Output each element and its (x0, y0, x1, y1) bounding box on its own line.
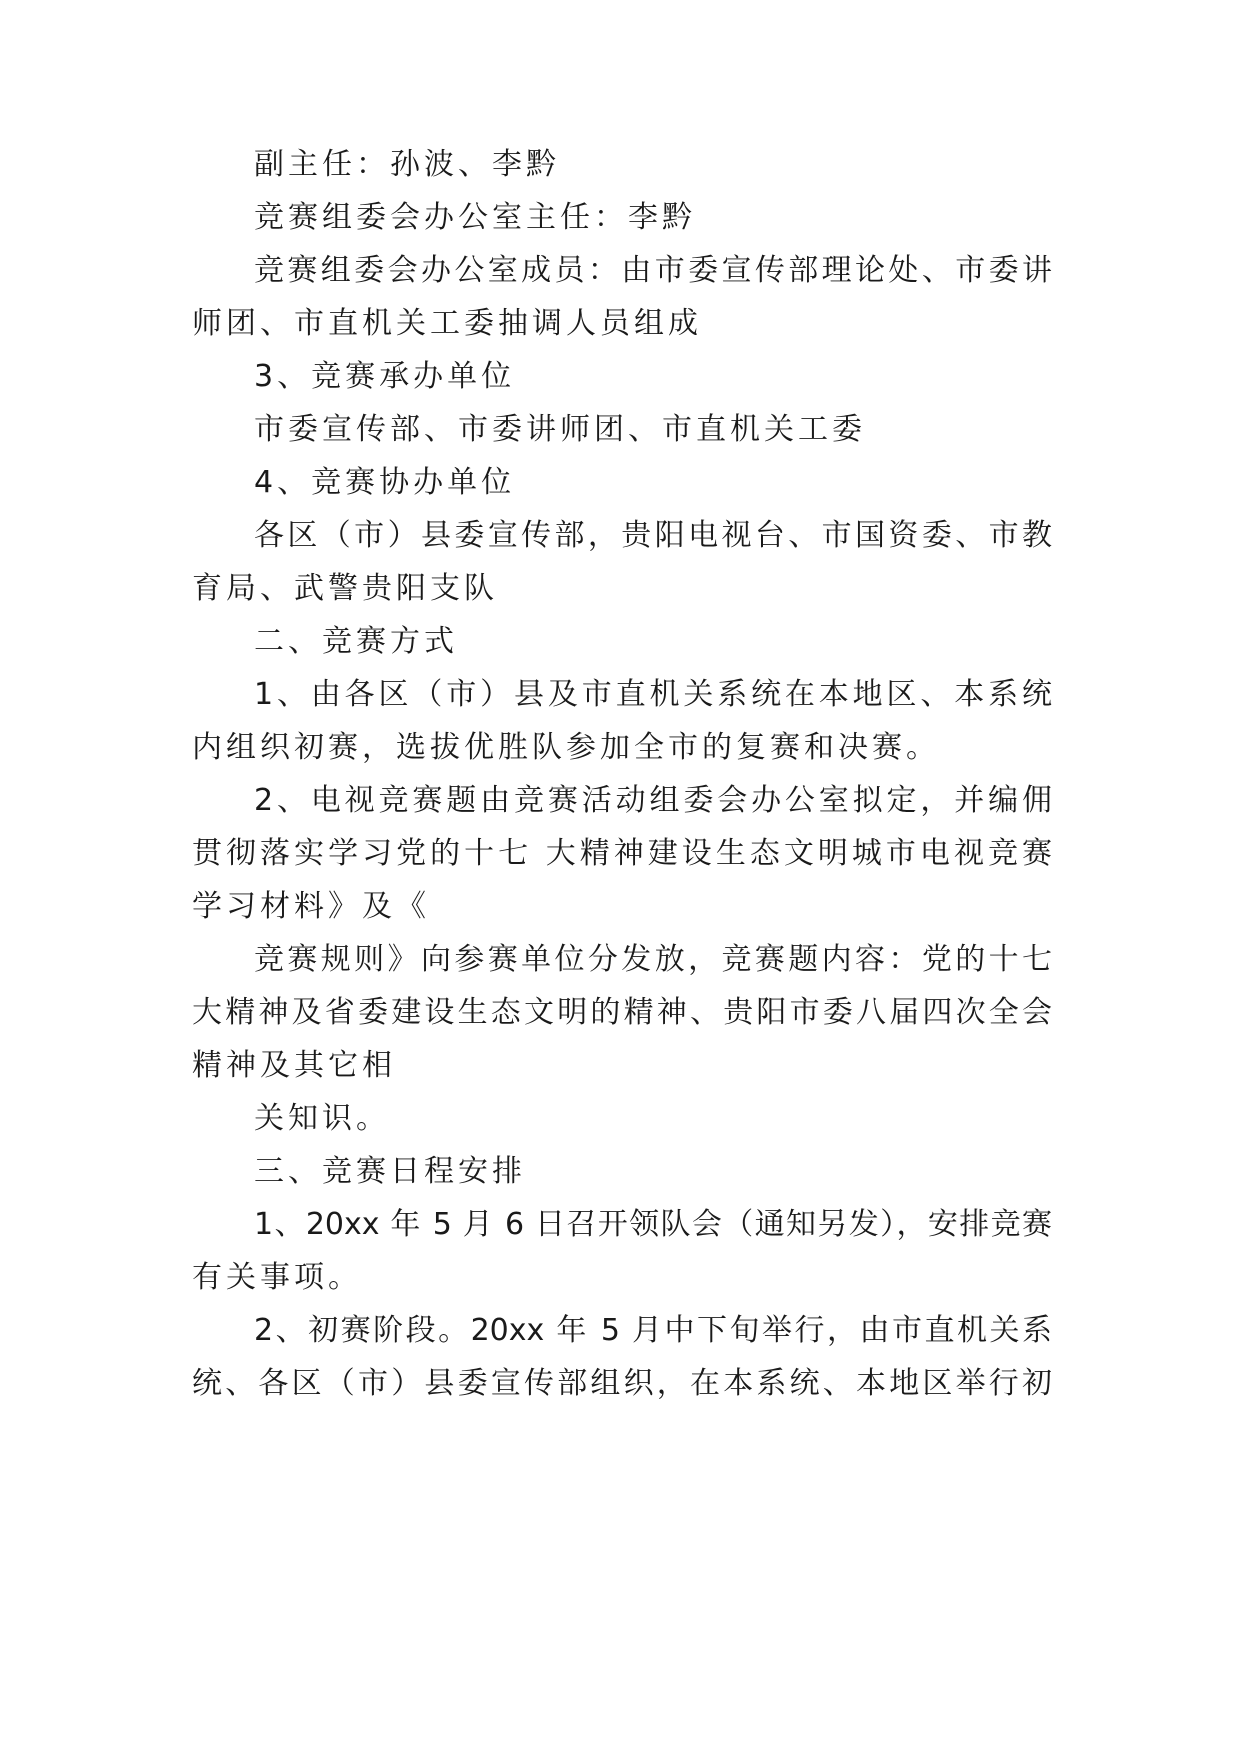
text-line: 市委宣传部、市委讲师团、市直机关工委 (254, 412, 866, 447)
text-line: 精神及其它相 (192, 1048, 396, 1083)
text-line: 大精神及省委建设生态文明的精神、贵阳市委八届四次全会 (192, 995, 1052, 1030)
text-line: 竞赛组委会办公室成员：由市委宣传部理论处、市委讲 (254, 253, 1052, 288)
text-line: 统、各区（市）县委宣传部组织，在本系统、本地区举行初 (192, 1366, 1052, 1401)
text-line: 4、竞赛协办单位 (254, 465, 516, 500)
text-line: 3、竞赛承办单位 (254, 359, 516, 394)
text-line: 内组织初赛，选拔优胜队参加全市的复赛和决赛。 (192, 730, 940, 765)
text-line: 有关事项。 (192, 1260, 362, 1295)
text-line: 竞赛规则》向参赛单位分发放，竞赛题内容：党的十七 (254, 942, 1052, 977)
text-line: 学习材料》及《 (192, 889, 430, 924)
text-line: 1、由各区（市）县及市直机关系统在本地区、本系统 (254, 677, 1052, 712)
text-line: 师团、市直机关工委抽调人员组成 (192, 306, 702, 341)
text-line: 关知识。 (254, 1101, 390, 1136)
text-line: 竞赛组委会办公室主任：李黔 (254, 200, 696, 235)
text-line: 副主任：孙波、李黔 (254, 147, 560, 182)
text-line: 育局、武警贵阳支队 (192, 571, 498, 606)
text-line: 1、20xx 年 5 月 6 日召开领队会（通知另发），安排竞赛 (254, 1207, 1052, 1242)
text-line: 二、竞赛方式 (254, 624, 458, 659)
text-line: 2、初赛阶段。20xx 年 5 月中下旬举行，由市直机关系 (254, 1313, 1052, 1348)
text-line: 贯彻落实学习党的十七 大精神建设生态文明城市电视竞赛 (192, 836, 1052, 871)
text-line: 2、电视竞赛题由竞赛活动组委会办公室拟定，并编佣 (254, 783, 1052, 818)
text-line: 三、竞赛日程安排 (254, 1154, 526, 1189)
text-line: 各区（市）县委宣传部，贵阳电视台、市国资委、市教 (254, 518, 1052, 553)
